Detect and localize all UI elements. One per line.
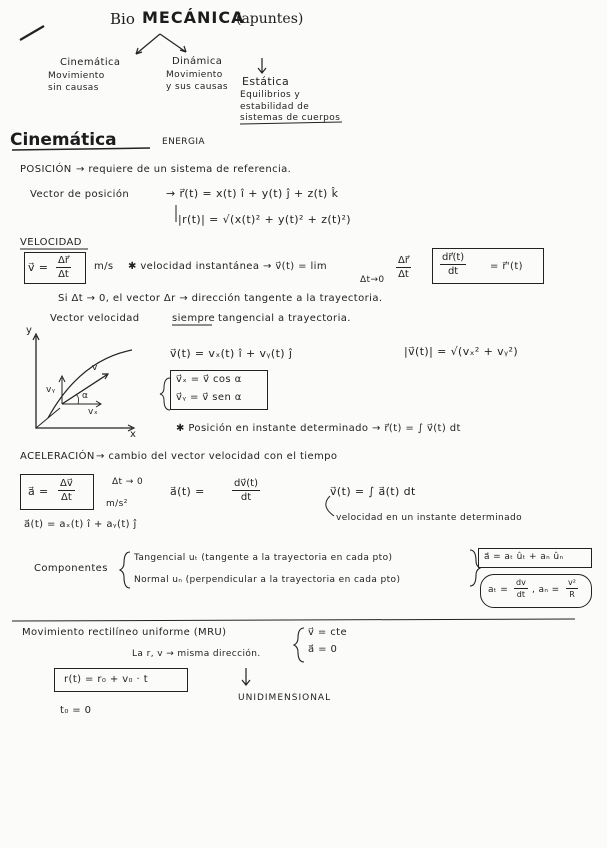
aceleracion-box-den: Δt — [61, 492, 72, 503]
velocidad-note1: Si Δt → 0, el vector Δr → dirección tangente a la trayectoria. — [58, 293, 383, 304]
componentes-label: Componentes — [34, 563, 108, 574]
componentes-box2-frac2 — [566, 578, 578, 599]
velocidad-box-num: Δr⃗ — [58, 255, 69, 266]
mru-title: Movimiento rectilíneo uniforme (MRU) — [22, 627, 227, 638]
posicion-integral-note: ✱ Posición en instante determinado → r⃗(t) = ∫ v⃗(t) dt — [176, 423, 461, 434]
mru-note: La r, v → misma dirección. — [132, 649, 261, 659]
posicion-text: → requiere de un sistema de referencia. — [76, 164, 292, 175]
branch-dinamica-line1: Movimiento — [166, 70, 223, 80]
vx-eq: v⃗ₓ = v⃗ cos α — [176, 374, 242, 385]
branch-dinamica-title: Dinámica — [172, 56, 223, 67]
branch-estatica-line2: estabilidad de — [240, 102, 310, 112]
graph-vy-label: vᵧ — [46, 385, 56, 395]
v-integral-eq: v⃗(t) = ∫ a⃗(t) dt — [330, 485, 416, 498]
posicion-eq2: |r(t)| = √(x(t)² + y(t)² + z(t)²) — [178, 213, 351, 226]
componentes-box2-den2: R — [569, 590, 575, 599]
velocidad-label: VELOCIDAD — [20, 237, 82, 248]
aceleracion-eq-den: dt — [240, 492, 252, 503]
graph-x-label: x — [130, 429, 137, 440]
posicion-eq1: → r⃗(t) = x(t) î + y(t) ĵ + z(t) k̂ — [166, 187, 339, 200]
branch-estatica-title: Estática — [242, 75, 290, 88]
graph-alpha-label: α — [82, 391, 89, 401]
posicion-label: POSICIÓN — [20, 164, 72, 175]
aceleracion-comps: a⃗(t) = aₓ(t) î + aᵧ(t) ĵ — [24, 519, 137, 530]
aceleracion-box-frac — [58, 478, 75, 503]
section-title: Cinemática — [10, 130, 117, 150]
title-main: MECÁNICA — [142, 8, 245, 27]
vector-posicion-label: Vector de posición — [30, 189, 130, 200]
mru-unidimensional: UNIDIMENSIONAL — [238, 693, 332, 703]
graph-vx-label: vₓ — [88, 407, 99, 417]
velocidad-deriv-num: dr⃗(t) — [442, 252, 465, 263]
velocidad-note2-c: tangencial a trayectoria. — [218, 313, 351, 324]
componentes-box2-frac1 — [514, 578, 528, 599]
title-sub: (apuntes) — [236, 11, 304, 27]
aceleracion-eq-num: dv⃗(t) — [234, 478, 258, 489]
title-bio: Bio — [110, 10, 135, 28]
velocidad-box-den: Δt — [58, 269, 69, 280]
aceleracion-label: ACELERACIÓN — [20, 451, 95, 462]
componentes-box2-num: dv — [516, 578, 526, 587]
branch-cinematica-title: Cinemática — [60, 57, 121, 68]
v-modulus-eq: |v⃗(t)| = √(vₓ² + vᵧ²) — [404, 345, 519, 358]
vy-eq: v⃗ᵧ = v⃗ sen α — [176, 392, 242, 403]
aceleracion-text: → cambio del vector velocidad con el tiempo — [96, 451, 338, 462]
mru-cond2: a⃗ = 0 — [308, 644, 338, 655]
velocidad-deriv-den: dt — [447, 266, 459, 277]
branch-cinematica-line2: sin causas — [48, 83, 99, 93]
branch-estatica-line3: sistemas de cuerpos — [240, 113, 341, 123]
energia-label: ENERGIA — [162, 137, 205, 147]
velocidad-lim-sub: Δt→0 — [360, 275, 385, 285]
aceleracion-units: m/s² — [106, 499, 128, 509]
graph-v-label: v — [92, 363, 98, 373]
velocidad-lim-den: Δt — [398, 269, 409, 280]
velocidad-units: m/s — [94, 261, 114, 272]
componentes-box2-num2: v² — [568, 578, 576, 587]
aceleracion-box-a: a⃗ = — [28, 485, 49, 498]
branch-dinamica-line2: y sus causas — [166, 82, 228, 92]
mru-t0: t₀ = 0 — [60, 705, 92, 716]
v-components-eq: v⃗(t) = vₓ(t) î + vᵧ(t) ĵ — [170, 347, 293, 360]
componentes-box2-b: , aₙ = — [532, 585, 560, 595]
componentes-tangencial: Tangencial uₜ (tangente a la trayectoria en cada pto) — [134, 553, 393, 563]
aceleracion-limit: Δt → 0 — [112, 477, 144, 487]
componentes-normal: Normal uₙ (perpendicular a la trayectoria en cada pto) — [134, 575, 401, 585]
velocidad-lim-num: Δr⃗ — [398, 255, 409, 266]
mru-box-text: r(t) = r₀ + v₀ · t — [64, 674, 149, 685]
branch-estatica-line1: Equilibrios y — [240, 90, 301, 100]
branch-cinematica-line1: Movimiento — [48, 71, 105, 81]
aceleracion-box-num: Δv⃗ — [60, 478, 73, 489]
mru-cond1: v⃗ = cte — [308, 627, 348, 638]
v-integral-note: velocidad en un instante determinado — [336, 513, 523, 523]
graph-y-label: y — [26, 325, 33, 336]
aceleracion-eq: a⃗(t) = — [170, 485, 205, 498]
aceleracion-eq-frac — [232, 478, 260, 503]
velocidad-box-v: v⃗ = — [28, 261, 49, 274]
componentes-box2-den: dt — [516, 590, 526, 599]
velocidad-box-frac — [56, 255, 71, 280]
componentes-box2-a: aₜ = — [488, 585, 509, 595]
velocidad-lim-frac — [396, 255, 411, 280]
velocidad-note2-a: Vector velocidad — [50, 313, 140, 324]
velocidad-deriv-frac — [440, 252, 466, 277]
velocidad-deriv-eq: = r⃗'(t) — [490, 261, 523, 272]
componentes-box1-text: a⃗ = aₜ ûₜ + aₙ ûₙ — [484, 552, 564, 562]
velocidad-note2-b: siempre — [172, 313, 216, 324]
velocidad-inst: ✱ velocidad instantánea → v⃗(t) = lim — [128, 261, 327, 272]
